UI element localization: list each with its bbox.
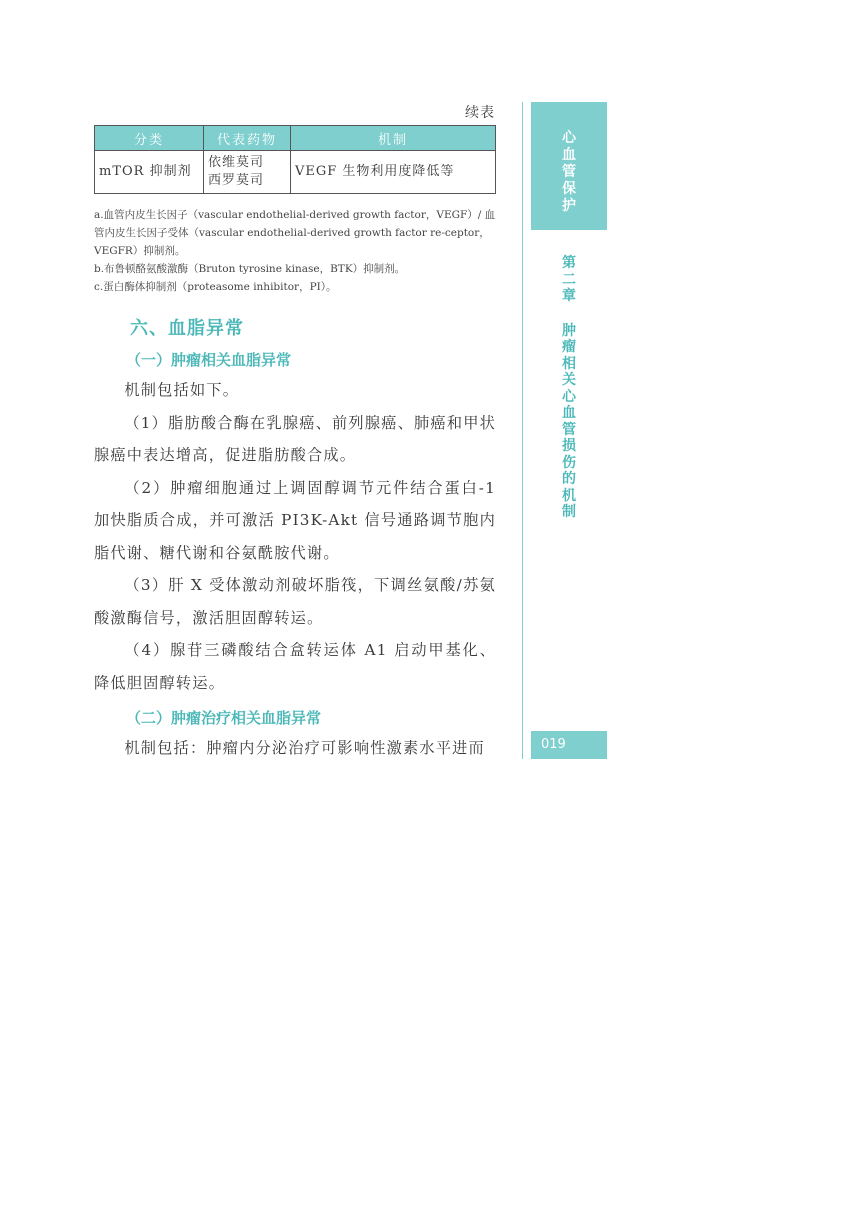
chapter-title: 肿 瘤 相 关 心 血 管 损 伤 的 机 制 xyxy=(562,322,576,520)
cell-mechanism: VEGF 生物利用度降低等 xyxy=(291,151,496,194)
book-title: 心 血 管 保 护 xyxy=(562,130,576,214)
paragraph: （1）脂肪酸合酶在乳腺癌、前列腺癌、肺癌和甲状腺癌中表达增高，促进脂肪酸合成。 xyxy=(94,413,496,464)
table-notes xyxy=(94,206,496,296)
page-number-tab xyxy=(531,731,607,759)
drug-table xyxy=(94,125,496,194)
body-text xyxy=(94,374,496,699)
table-note: b.布鲁顿酪氨酸激酶（Bruton tyrosine kinase，BTK）抑制剂。 xyxy=(94,263,406,275)
table-row xyxy=(95,151,496,194)
header-category: 分类 xyxy=(95,126,204,151)
book-title-tab xyxy=(531,102,607,230)
chapter-tab xyxy=(531,255,607,521)
chapter-number: 第 二 章 xyxy=(562,255,576,304)
table-note: c.蛋白酶体抑制剂（proteasome inhibitor，PI）。 xyxy=(94,281,337,293)
table-note: a.血管内皮生长因子（vascular endothelial-derived growth factor，VEGF）/ 血管内皮生长因子受体（vascular endothelial-derived growth factor re-ceptor，VEGFR）抑制剂。 xyxy=(94,209,496,257)
cell-category: mTOR 抑制剂 xyxy=(95,151,204,194)
drug-name: 西罗莫司 xyxy=(208,173,265,188)
table-continued-label: 续表 xyxy=(465,105,495,121)
margin-divider xyxy=(522,102,523,759)
table-header-row xyxy=(95,126,496,151)
page-number: 019 xyxy=(541,737,566,752)
header-drug: 代表药物 xyxy=(204,126,291,151)
drug-name: 依维莫司 xyxy=(208,155,265,170)
paragraph: （3）肝 X 受体激动剂破坏脂筏，下调丝氨酸/苏氨酸激酶信号，激活胆固醇转运。 xyxy=(94,576,496,627)
paragraph: （2）肿瘤细胞通过上调固醇调节元件结合蛋白-1加快脂质合成，并可激活 PI3K-Akt 信号通路调节胞内脂代谢、糖代谢和谷氨酰胺代谢。 xyxy=(94,478,496,562)
subsection-title: （一）肿瘤相关血脂异常 xyxy=(126,351,292,369)
header-mechanism: 机制 xyxy=(291,126,496,151)
body-text xyxy=(94,732,496,765)
subsection-title: （二）肿瘤治疗相关血脂异常 xyxy=(126,709,322,727)
cell-drugs xyxy=(204,151,291,194)
paragraph: 机制包括：肿瘤内分泌治疗可影响性激素水平进而 xyxy=(124,739,485,757)
chapter-gap xyxy=(531,305,607,323)
paragraph: 机制包括如下。 xyxy=(124,381,240,399)
section-title: 六、血脂异常 xyxy=(130,318,244,339)
paragraph: （4）腺苷三磷酸结合盒转运体 A1 启动甲基化、降低胆固醇转运。 xyxy=(94,641,496,692)
